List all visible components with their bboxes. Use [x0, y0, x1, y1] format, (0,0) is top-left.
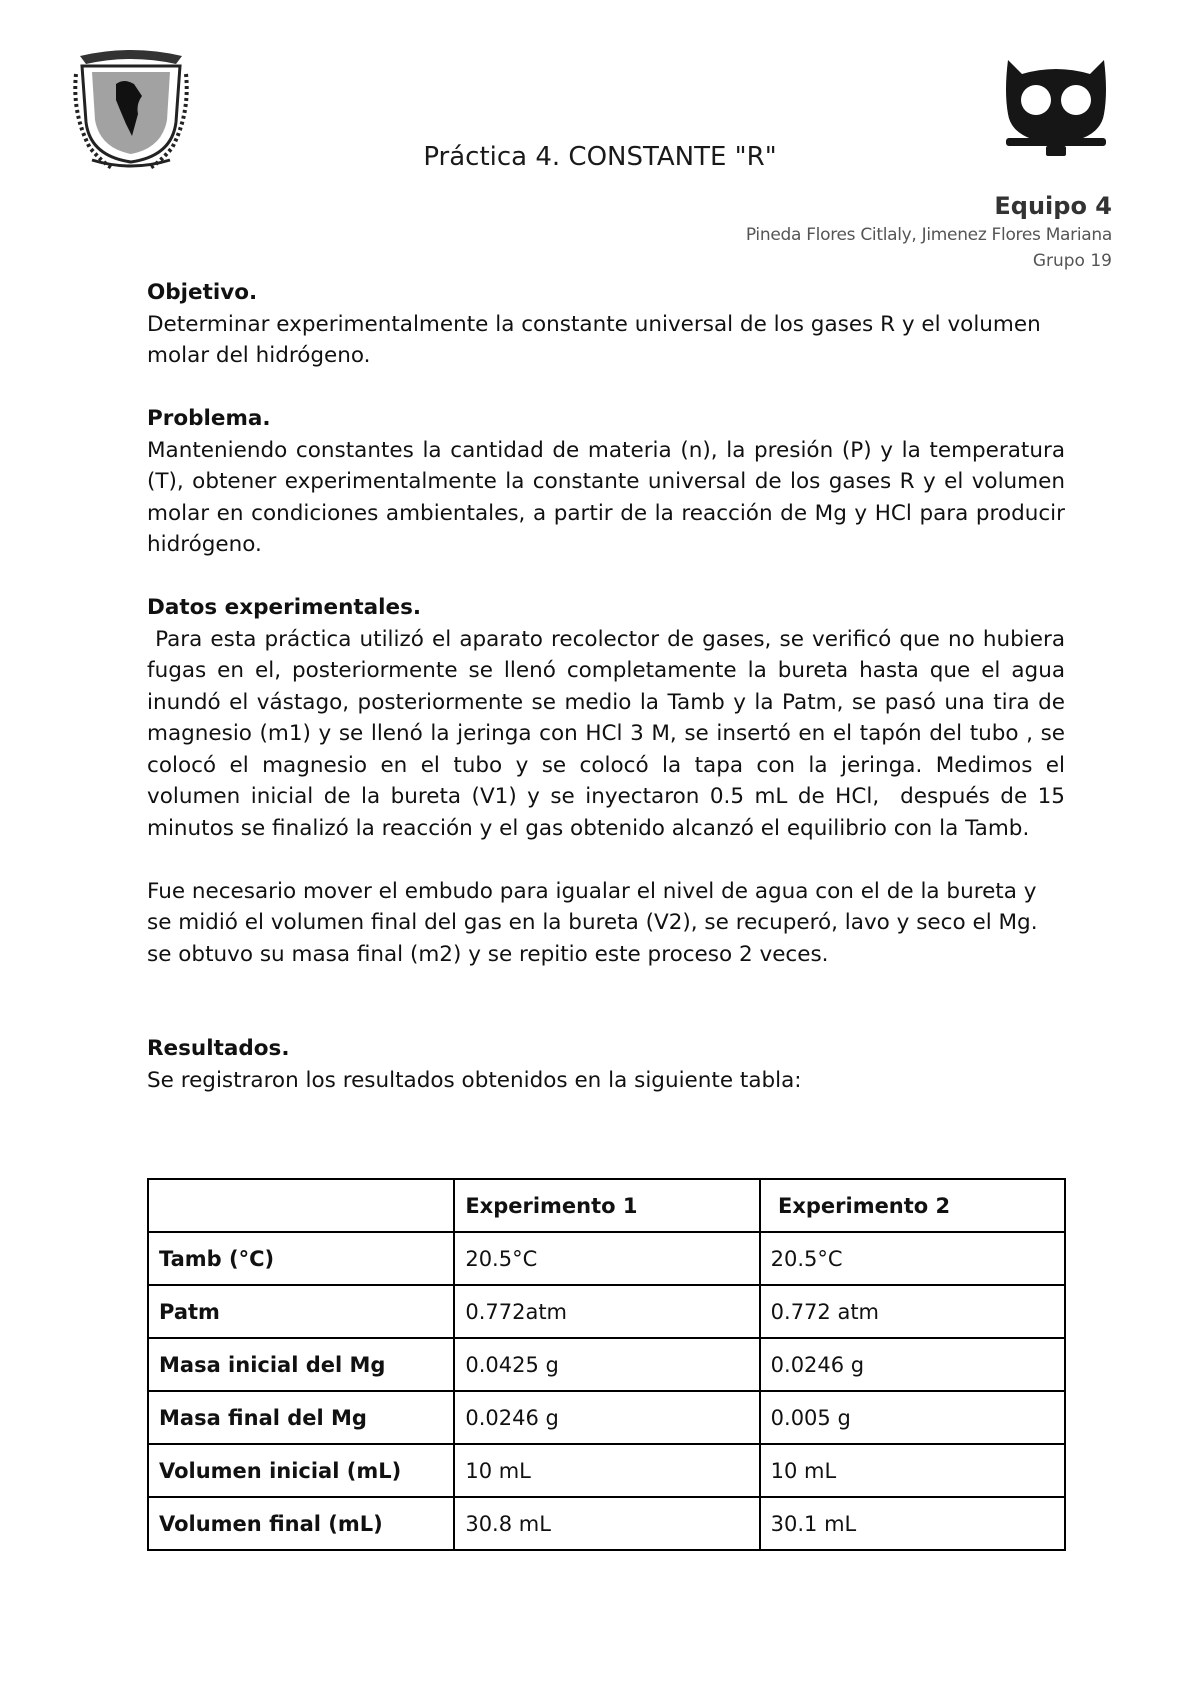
table-cell: 30.1 mL [760, 1497, 1065, 1550]
table-cell: 0.772 atm [760, 1285, 1065, 1338]
data-heading: Datos experimentales. [147, 595, 422, 620]
table-header-exp1: Experimento 1 [454, 1179, 759, 1232]
table-row-label: Patm [148, 1285, 454, 1338]
table-cell: 0.005 g [760, 1391, 1065, 1444]
page-title: Práctica 4. CONSTANTE "R" [423, 142, 777, 172]
table-row [148, 1391, 1065, 1444]
table-row-label: Masa final del Mg [148, 1391, 454, 1444]
table-row-label: Volumen final (mL) [148, 1497, 454, 1550]
table-row [148, 1338, 1065, 1391]
table-cell: 0.0425 g [454, 1338, 759, 1391]
table-cell: 20.5°C [760, 1232, 1065, 1285]
table-row [148, 1285, 1065, 1338]
table-row-label: Masa inicial del Mg [148, 1338, 454, 1391]
table-cell: 0.772atm [454, 1285, 759, 1338]
table-row [148, 1497, 1065, 1550]
objective-text: Determinar experimentalmente la constante universal de los gases R y el volumen molar del hidrógeno. [147, 311, 1041, 368]
table-cell: 0.0246 g [760, 1338, 1065, 1391]
table-cell: 20.5°C [454, 1232, 759, 1285]
table-row-label: Volumen inicial (mL) [148, 1444, 454, 1497]
group-label: Grupo 19 [1032, 251, 1112, 271]
table-header-exp2: Experimento 2 [760, 1179, 1065, 1232]
data-text-1: Para esta práctica utilizó el aparato recolector de gases, se verificó que no hubiera fugas en el, posteriormente se llenó completamente la bureta hasta que el agua inundó el vástago, posteriormente se medio la Tamb y la Patm, se pasó una tira de magnesio (m1) y se llenó la jeringa con HCl 3 M, se insertó en el tapón del tubo , se colocó el magnesio en el tubo y se colocó la tapa con la jeringa. Medimos el volumen inicial de la bureta (V1) y se inyectaron 0.5 mL de HCl, después de 15 minutos se finalizó la reacción y el gas obtenido alcanzó el equilibrio con la Tamb. [147, 626, 1072, 841]
table-cell: 10 mL [454, 1444, 759, 1497]
results-text: Se registraron los resultados obtenidos en la siguiente tabla: [147, 1067, 802, 1093]
header-meta [746, 190, 1112, 274]
table-cell: 10 mL [760, 1444, 1065, 1497]
problem-heading: Problema. [147, 406, 271, 431]
table-row-label: Tamb (°C) [148, 1232, 454, 1285]
results-heading: Resultados. [147, 1036, 290, 1061]
table-cell: 0.0246 g [454, 1391, 759, 1444]
table-header-row [148, 1179, 1065, 1232]
table-cell: 30.8 mL [454, 1497, 759, 1550]
table-corner-cell [148, 1179, 454, 1232]
table-row [148, 1444, 1065, 1497]
authors-label: Pineda Flores Citlaly, Jimenez Flores Mariana [745, 225, 1112, 245]
results-table [147, 1178, 1066, 1551]
document-body [147, 277, 1072, 1096]
objective-heading: Objetivo. [147, 280, 258, 305]
team-label: Equipo 4 [994, 192, 1112, 220]
problem-text: Manteniendo constantes la cantidad de materia (n), la presión (P) y la temperatura (T), obtener experimentalmente la constante universal de los gases R y el volumen molar en condiciones ambientales, a partir de la reacción de Mg y HCl para producir hidrógeno. [147, 437, 1065, 557]
table-row [148, 1232, 1065, 1285]
data-text-2: Fue necesario mover el embudo para igualar el nivel de agua con el de la bureta y se midió el volumen final del gas en la bureta (V2), se recuperó, lavo y seco el Mg. se obtuvo su masa final (m2) y se repitio este proceso 2 veces. [147, 878, 1038, 967]
